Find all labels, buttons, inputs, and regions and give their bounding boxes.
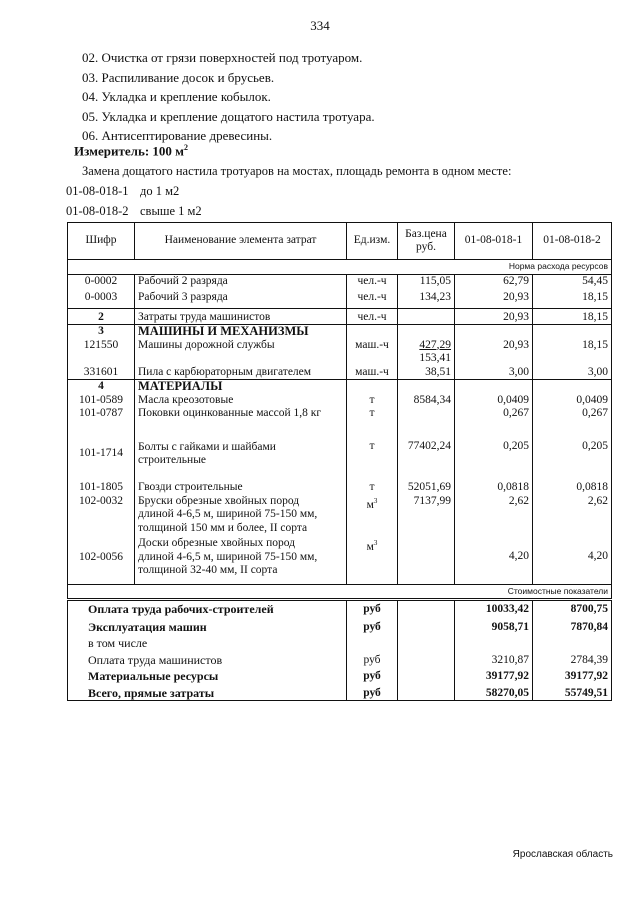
page-number: 334: [310, 18, 330, 33]
total-row: в том числе: [68, 634, 612, 651]
table-row: 101-0589 Масла креозотовые т 8584,34 0,0409 0,0409: [68, 394, 612, 408]
header-col1: 01-08-018-1: [455, 223, 533, 260]
header-unit: Ед.изм.: [347, 223, 398, 260]
operation-item: 03. Распиливание досок и брусьев.: [82, 69, 275, 85]
cost-band: Стоимостные показатели: [68, 584, 612, 600]
header-code: Шифр: [68, 223, 135, 260]
total-row: Эксплуатация машин руб 9058,71 7870,84: [68, 617, 612, 635]
work-description: Замена дощатого настила тротуаров на мостах, площадь ремонта в одном месте:: [82, 164, 512, 178]
section-materials: 4 МАТЕРИАЛЫ: [68, 380, 612, 394]
code-line: 01-08-018-1 до 1 м2: [66, 184, 180, 198]
region-footer: Ярославская область: [512, 849, 613, 860]
table-header: [68, 223, 612, 260]
table-row: 102-0056 Доски обрезные хвойных пород длиной 4-6,5 м, шириной 75-150 мм, толщиной 32-40 мм, II сорта $м^3$ 4,20 4,20: [68, 535, 612, 584]
table-row: 2 Затраты труда машинистов чел.-ч 20,93 18,15: [68, 308, 612, 325]
rates-table: [67, 222, 612, 701]
table-row: 0-0003 Рабочий 3 разряда чел.-ч 134,23 20,93 18,15: [68, 288, 612, 308]
total-row: Оплата труда рабочих-строителей руб 10033,42 8700,75: [68, 600, 612, 617]
operation-item: 05. Укладка и крепление дощатого настила тротуара.: [82, 108, 375, 124]
total-row: Материальные ресурсы руб 39177,92 39177,92: [68, 667, 612, 684]
table-row: 0-0002 Рабочий 2 разряда чел.-ч 115,05 62,79 54,45: [68, 274, 612, 288]
code-list: [66, 181, 202, 221]
table-row: 121550 Машины дорожной службы маш.-ч 427,29 153,41 20,93 18,15: [68, 339, 612, 366]
table-row: 101-1805 Гвозди строительные т 52051,69 0,0818 0,0818: [68, 475, 612, 495]
table-row: 101-1714 Болты с гайками и шайбами строительные т 77402,24 0,205 0,205: [68, 433, 612, 475]
header-col2: 01-08-018-2: [533, 223, 612, 260]
header-name: Наименование элемента затрат: [135, 223, 347, 260]
operation-item: 02. Очистка от грязи поверхностей под тротуаром.: [82, 50, 363, 65]
table-row: 331601 Пила с карбюраторным двигателем маш.-ч 38,51 3,00 3,00: [68, 366, 612, 380]
norm-band: Норма расхода ресурсов: [68, 260, 612, 275]
operations-list: [82, 48, 375, 146]
measure-unit: Измеритель: 100 $м^2$: [74, 143, 189, 159]
operation-item: 04. Укладка и крепление кобылок.: [82, 89, 271, 104]
operation-item: 06. Антисептирование древесины.: [82, 128, 273, 143]
code-line: 01-08-018-2 свыше 1 м2: [66, 204, 202, 218]
header-price: Баз.цена руб.: [398, 223, 455, 260]
total-row: Оплата труда машинистов руб 3210,87 2784,39: [68, 651, 612, 668]
table-row: 101-0787 Поковки оцинкованные массой 1,8 кг т 0,267 0,267: [68, 407, 612, 433]
total-row: Всего, прямые затраты руб 58270,05 55749,51: [68, 684, 612, 701]
section-machines: 3 МАШИНЫ И МЕХАНИЗМЫ: [68, 325, 612, 339]
table-row: 102-0032 Бруски обрезные хвойных пород длиной 4-6,5 м, шириной 75-150 мм, толщиной 150 мм и более, II сорта $м^3$ 7137,99 2,62 2,62: [68, 495, 612, 536]
